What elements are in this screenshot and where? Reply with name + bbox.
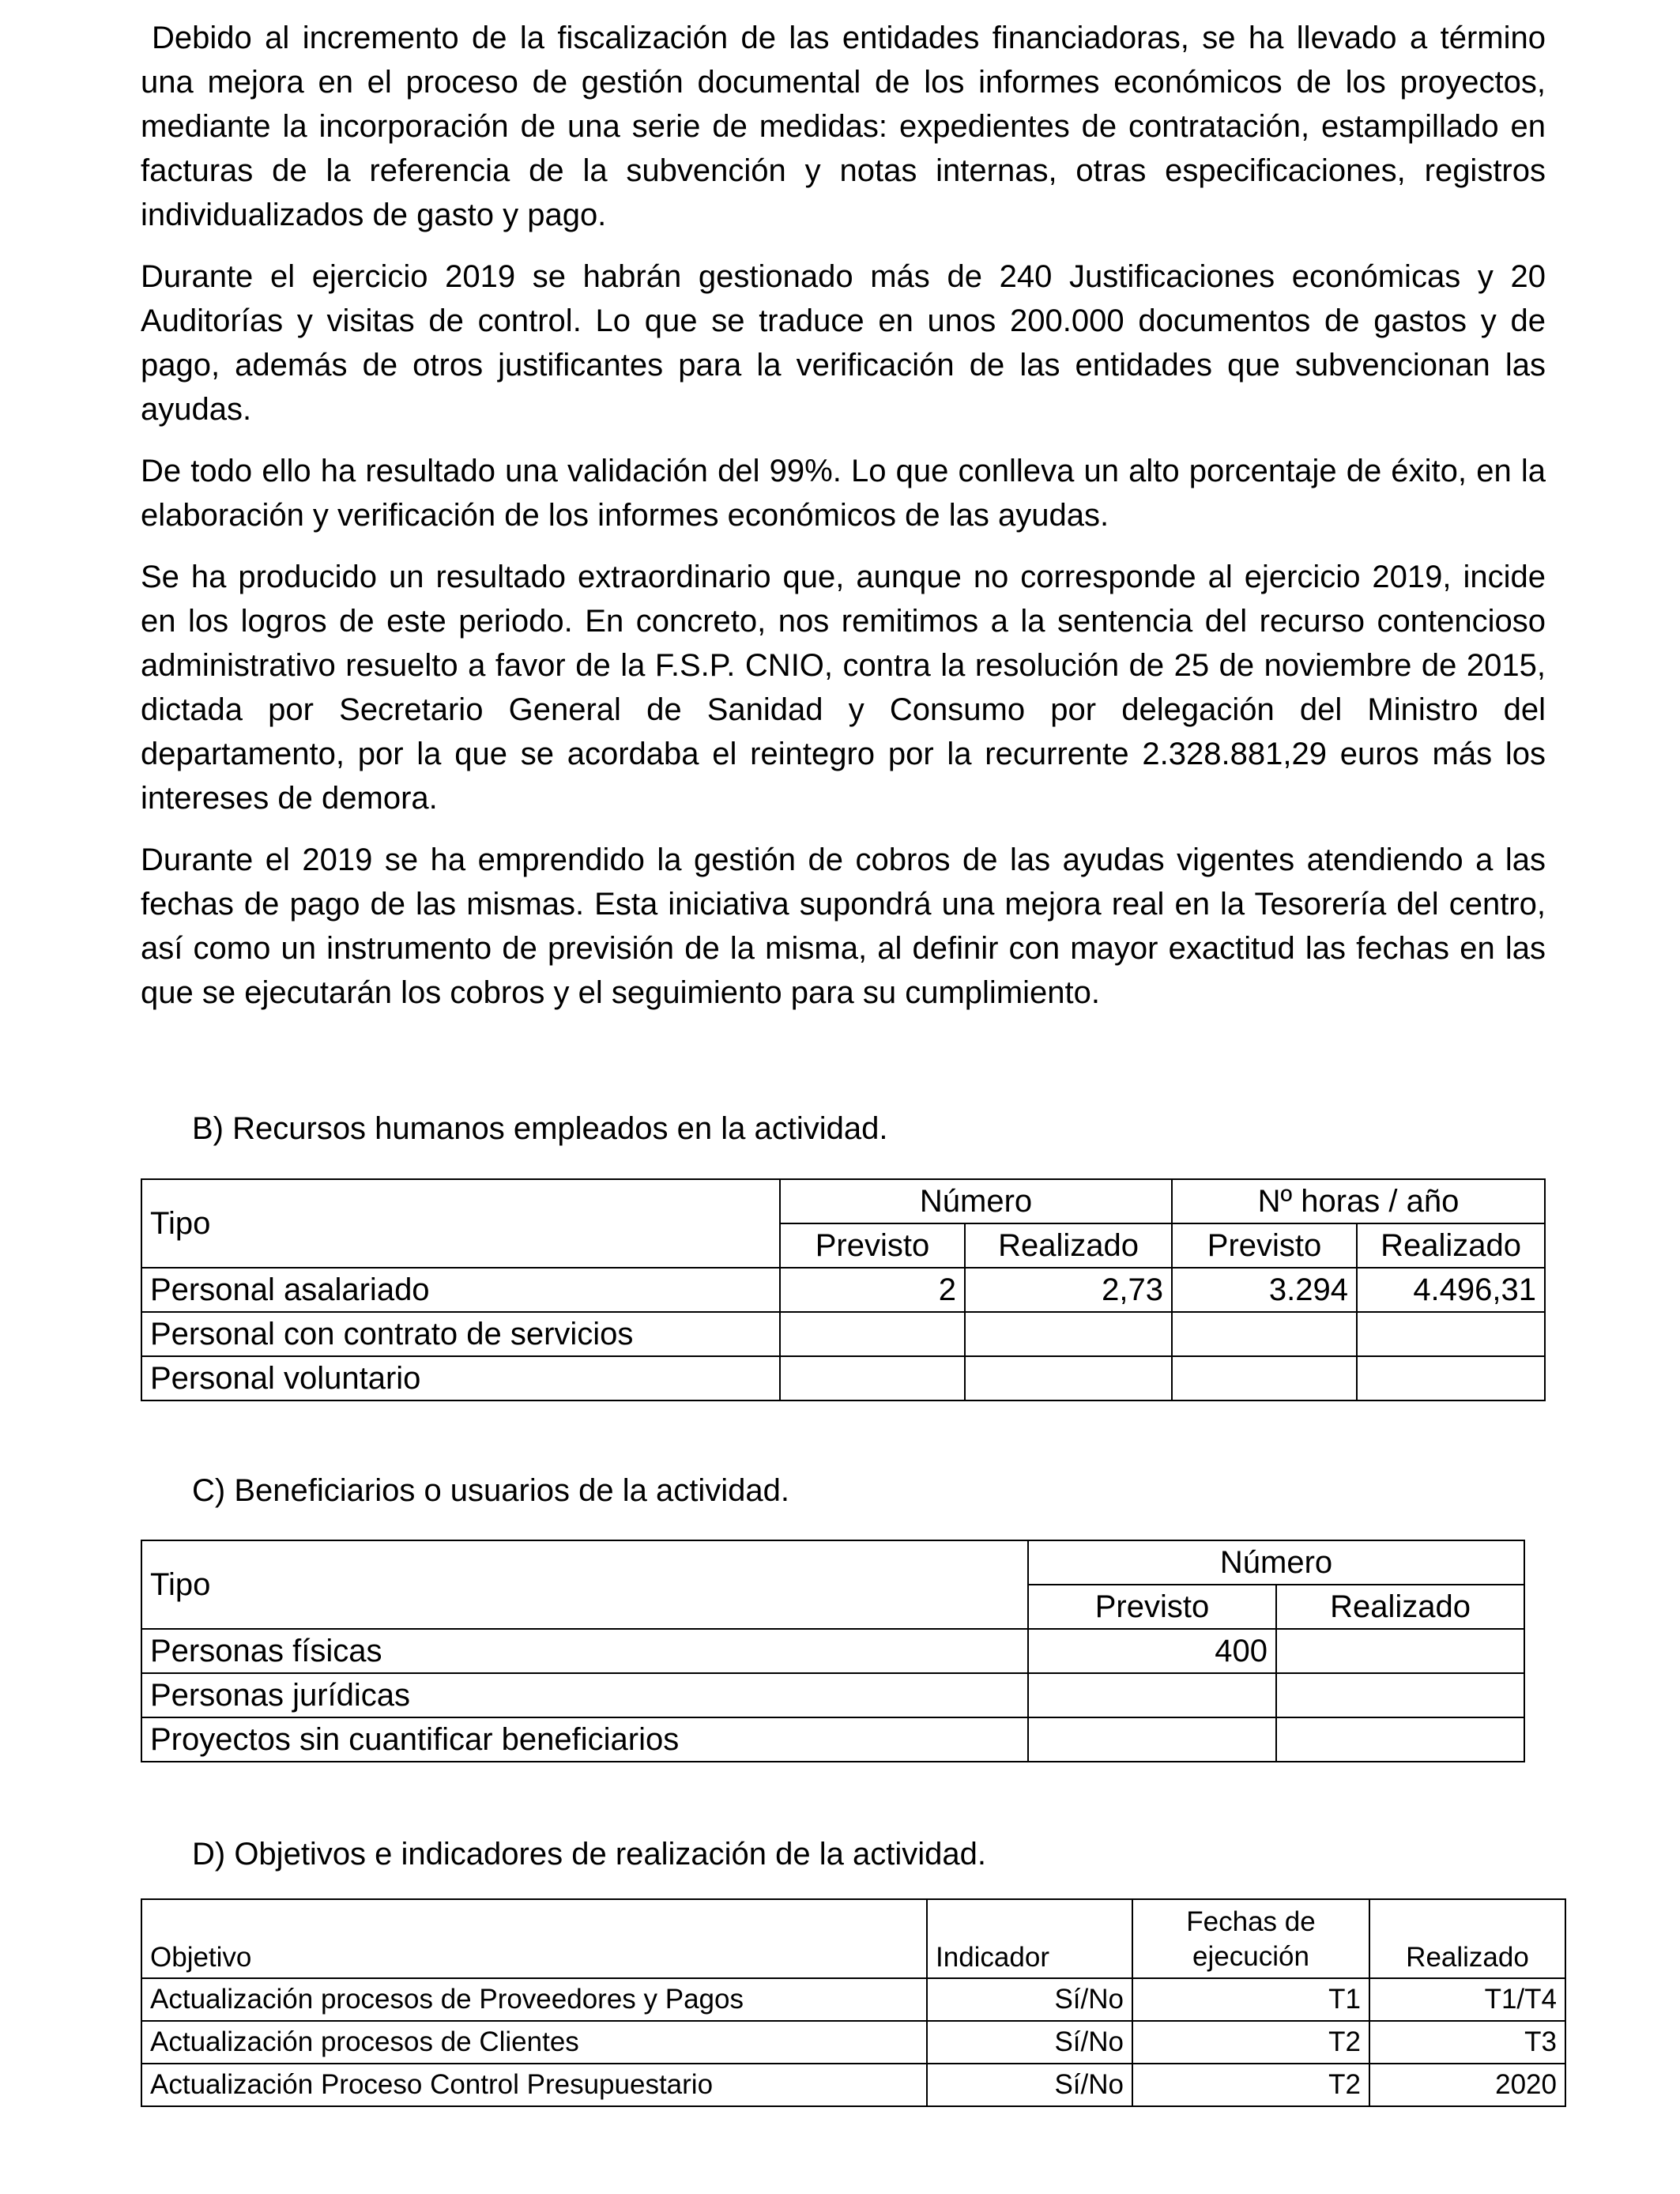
table-row [141, 1356, 1545, 1400]
objectives-objetivo-cell: Actualización Proceso Control Presupuestario [141, 2064, 927, 2106]
section-c-title: C) Beneficiarios o usuarios de la actividad. [192, 1473, 789, 1508]
table-row [141, 2021, 1565, 2064]
objectives-fechas-cell: T2 [1132, 2021, 1369, 2064]
paragraph-5: Durante el 2019 se ha emprendido la gestión de cobros de las ayudas vigentes atendiendo a las fechas de pago de las mismas. Esta iniciativa supondrá una mejora real en la Tesorería del centro, así como un instrumento de previsión de la misma, al definir con mayor exactitud las fechas en las que se ejecutarán los cobros y el seguimiento para su cumplimiento. [141, 843, 1546, 1010]
objectives-indicador-cell: Sí/No [927, 2064, 1132, 2106]
hr-header-tipo: Tipo [141, 1179, 780, 1268]
hr-num-previsto-cell: 2 [780, 1268, 965, 1312]
objectives-fechas-cell: T1 [1132, 1978, 1369, 2021]
hr-tipo-cell: Personal asalariado [141, 1268, 780, 1312]
paragraph-1: Debido al incremento de la fiscalización de las entidades financiadoras, se ha llevado a término una mejora en el proceso de gestión documental de los informes económicos de los proyectos, mediante la incorporación de una serie de medidas: expedientes de contratación, estampillado en facturas de la referencia de la subvención y notas internas, otras especificaciones, registros individualizados de gasto y pago. [141, 21, 1546, 232]
beneficiaries-header-tipo: Tipo [141, 1540, 1028, 1629]
beneficiaries-tipo-cell: Proyectos sin cuantificar beneficiarios [141, 1717, 1028, 1762]
body-text [141, 16, 1546, 1032]
objectives-header-fechas-line-1: Fechas de [1186, 1906, 1316, 1937]
table-row [141, 1717, 1524, 1762]
table-row [141, 1978, 1565, 2021]
hr-header-horas-previsto: Previsto [1172, 1223, 1357, 1268]
objectives-header-row [141, 1899, 1565, 1978]
beneficiaries-realizado-cell [1276, 1717, 1524, 1762]
beneficiaries-previsto-cell [1028, 1717, 1276, 1762]
hr-header-numero: Número [780, 1179, 1172, 1223]
hr-horas-realizado-cell [1357, 1356, 1545, 1400]
hr-num-realizado-cell: 2,73 [965, 1268, 1172, 1312]
beneficiaries-realizado-cell [1276, 1673, 1524, 1717]
hr-header-horas: Nº horas / año [1172, 1179, 1545, 1223]
beneficiaries-header-realizado: Realizado [1276, 1585, 1524, 1629]
objectives-objetivo-cell: Actualización procesos de Proveedores y Pagos [141, 1978, 927, 2021]
hr-header-horas-realizado: Realizado [1357, 1223, 1545, 1268]
objectives-header-objetivo: Objetivo [141, 1899, 927, 1978]
table-row [141, 2064, 1565, 2106]
hr-num-previsto-cell [780, 1356, 965, 1400]
objectives-header-fechas [1132, 1899, 1369, 1978]
beneficiaries-table [141, 1540, 1525, 1762]
table-row [141, 1629, 1524, 1673]
hr-tipo-cell: Personal voluntario [141, 1356, 780, 1400]
beneficiaries-header-previsto: Previsto [1028, 1585, 1276, 1629]
objectives-table [141, 1898, 1566, 2107]
hr-horas-realizado-cell [1357, 1312, 1545, 1356]
paragraph-3: De todo ello ha resultado una validación del 99%. Lo que conlleva un alto porcentaje de éxito, en la elaboración y verificación de los informes económicos de las ayudas. [141, 454, 1546, 533]
hr-header-num-realizado: Realizado [965, 1223, 1172, 1268]
hr-horas-previsto-cell [1172, 1312, 1357, 1356]
objectives-header-indicador: Indicador [927, 1899, 1132, 1978]
table-row [141, 1312, 1545, 1356]
beneficiaries-realizado-cell [1276, 1629, 1524, 1673]
paragraph-2: Durante el ejercicio 2019 se habrán gestionado más de 240 Justificaciones económicas y 20 Auditorías y visitas de control. Lo que se traduce en unos 200.000 documentos de gastos y de pago, además de otros justificantes para la verificación de las entidades que subvencionan las ayudas. [141, 259, 1546, 427]
objectives-indicador-cell: Sí/No [927, 1978, 1132, 2021]
hr-num-realizado-cell [965, 1312, 1172, 1356]
objectives-fechas-cell: T2 [1132, 2064, 1369, 2106]
hr-horas-previsto-cell: 3.294 [1172, 1268, 1357, 1312]
objectives-realizado-cell: 2020 [1369, 2064, 1565, 2106]
beneficiaries-tipo-cell: Personas jurídicas [141, 1673, 1028, 1717]
beneficiaries-previsto-cell [1028, 1673, 1276, 1717]
hr-header-num-previsto: Previsto [780, 1223, 965, 1268]
section-b-title: B) Recursos humanos empleados en la actividad. [192, 1111, 888, 1146]
beneficiaries-header-row-1 [141, 1540, 1524, 1585]
section-d-title: D) Objetivos e indicadores de realización de la actividad. [192, 1837, 986, 1872]
hr-horas-previsto-cell [1172, 1356, 1357, 1400]
hr-table [141, 1178, 1546, 1401]
beneficiaries-header-numero: Número [1028, 1540, 1524, 1585]
hr-horas-realizado-cell: 4.496,31 [1357, 1268, 1545, 1312]
objectives-objetivo-cell: Actualización procesos de Clientes [141, 2021, 927, 2064]
beneficiaries-tipo-cell: Personas físicas [141, 1629, 1028, 1673]
objectives-realizado-cell: T3 [1369, 2021, 1565, 2064]
hr-tipo-cell: Personal con contrato de servicios [141, 1312, 780, 1356]
beneficiaries-previsto-cell: 400 [1028, 1629, 1276, 1673]
table-row [141, 1268, 1545, 1312]
objectives-realizado-cell: T1/T4 [1369, 1978, 1565, 2021]
paragraph-4: Se ha producido un resultado extraordinario que, aunque no corresponde al ejercicio 2019, incide en los logros de este periodo. En concreto, nos remitimos a la sentencia del recurso contencioso administrativo resuelto a favor de la F.S.P. CNIO, contra la resolución de 25 de noviembre de 2015, dictada por Secretario General de Sanidad y Consumo por delegación del Ministro del departamento, por la que se acordaba el reintegro por la recurrente 2.328.881,29 euros más los intereses de demora. [141, 560, 1546, 816]
objectives-indicador-cell: Sí/No [927, 2021, 1132, 2064]
table-row [141, 1673, 1524, 1717]
objectives-header-realizado: Realizado [1369, 1899, 1565, 1978]
hr-num-realizado-cell [965, 1356, 1172, 1400]
objectives-header-fechas-line-2: ejecución [1192, 1941, 1309, 1972]
hr-num-previsto-cell [780, 1312, 965, 1356]
hr-table-header-row-1 [141, 1179, 1545, 1223]
